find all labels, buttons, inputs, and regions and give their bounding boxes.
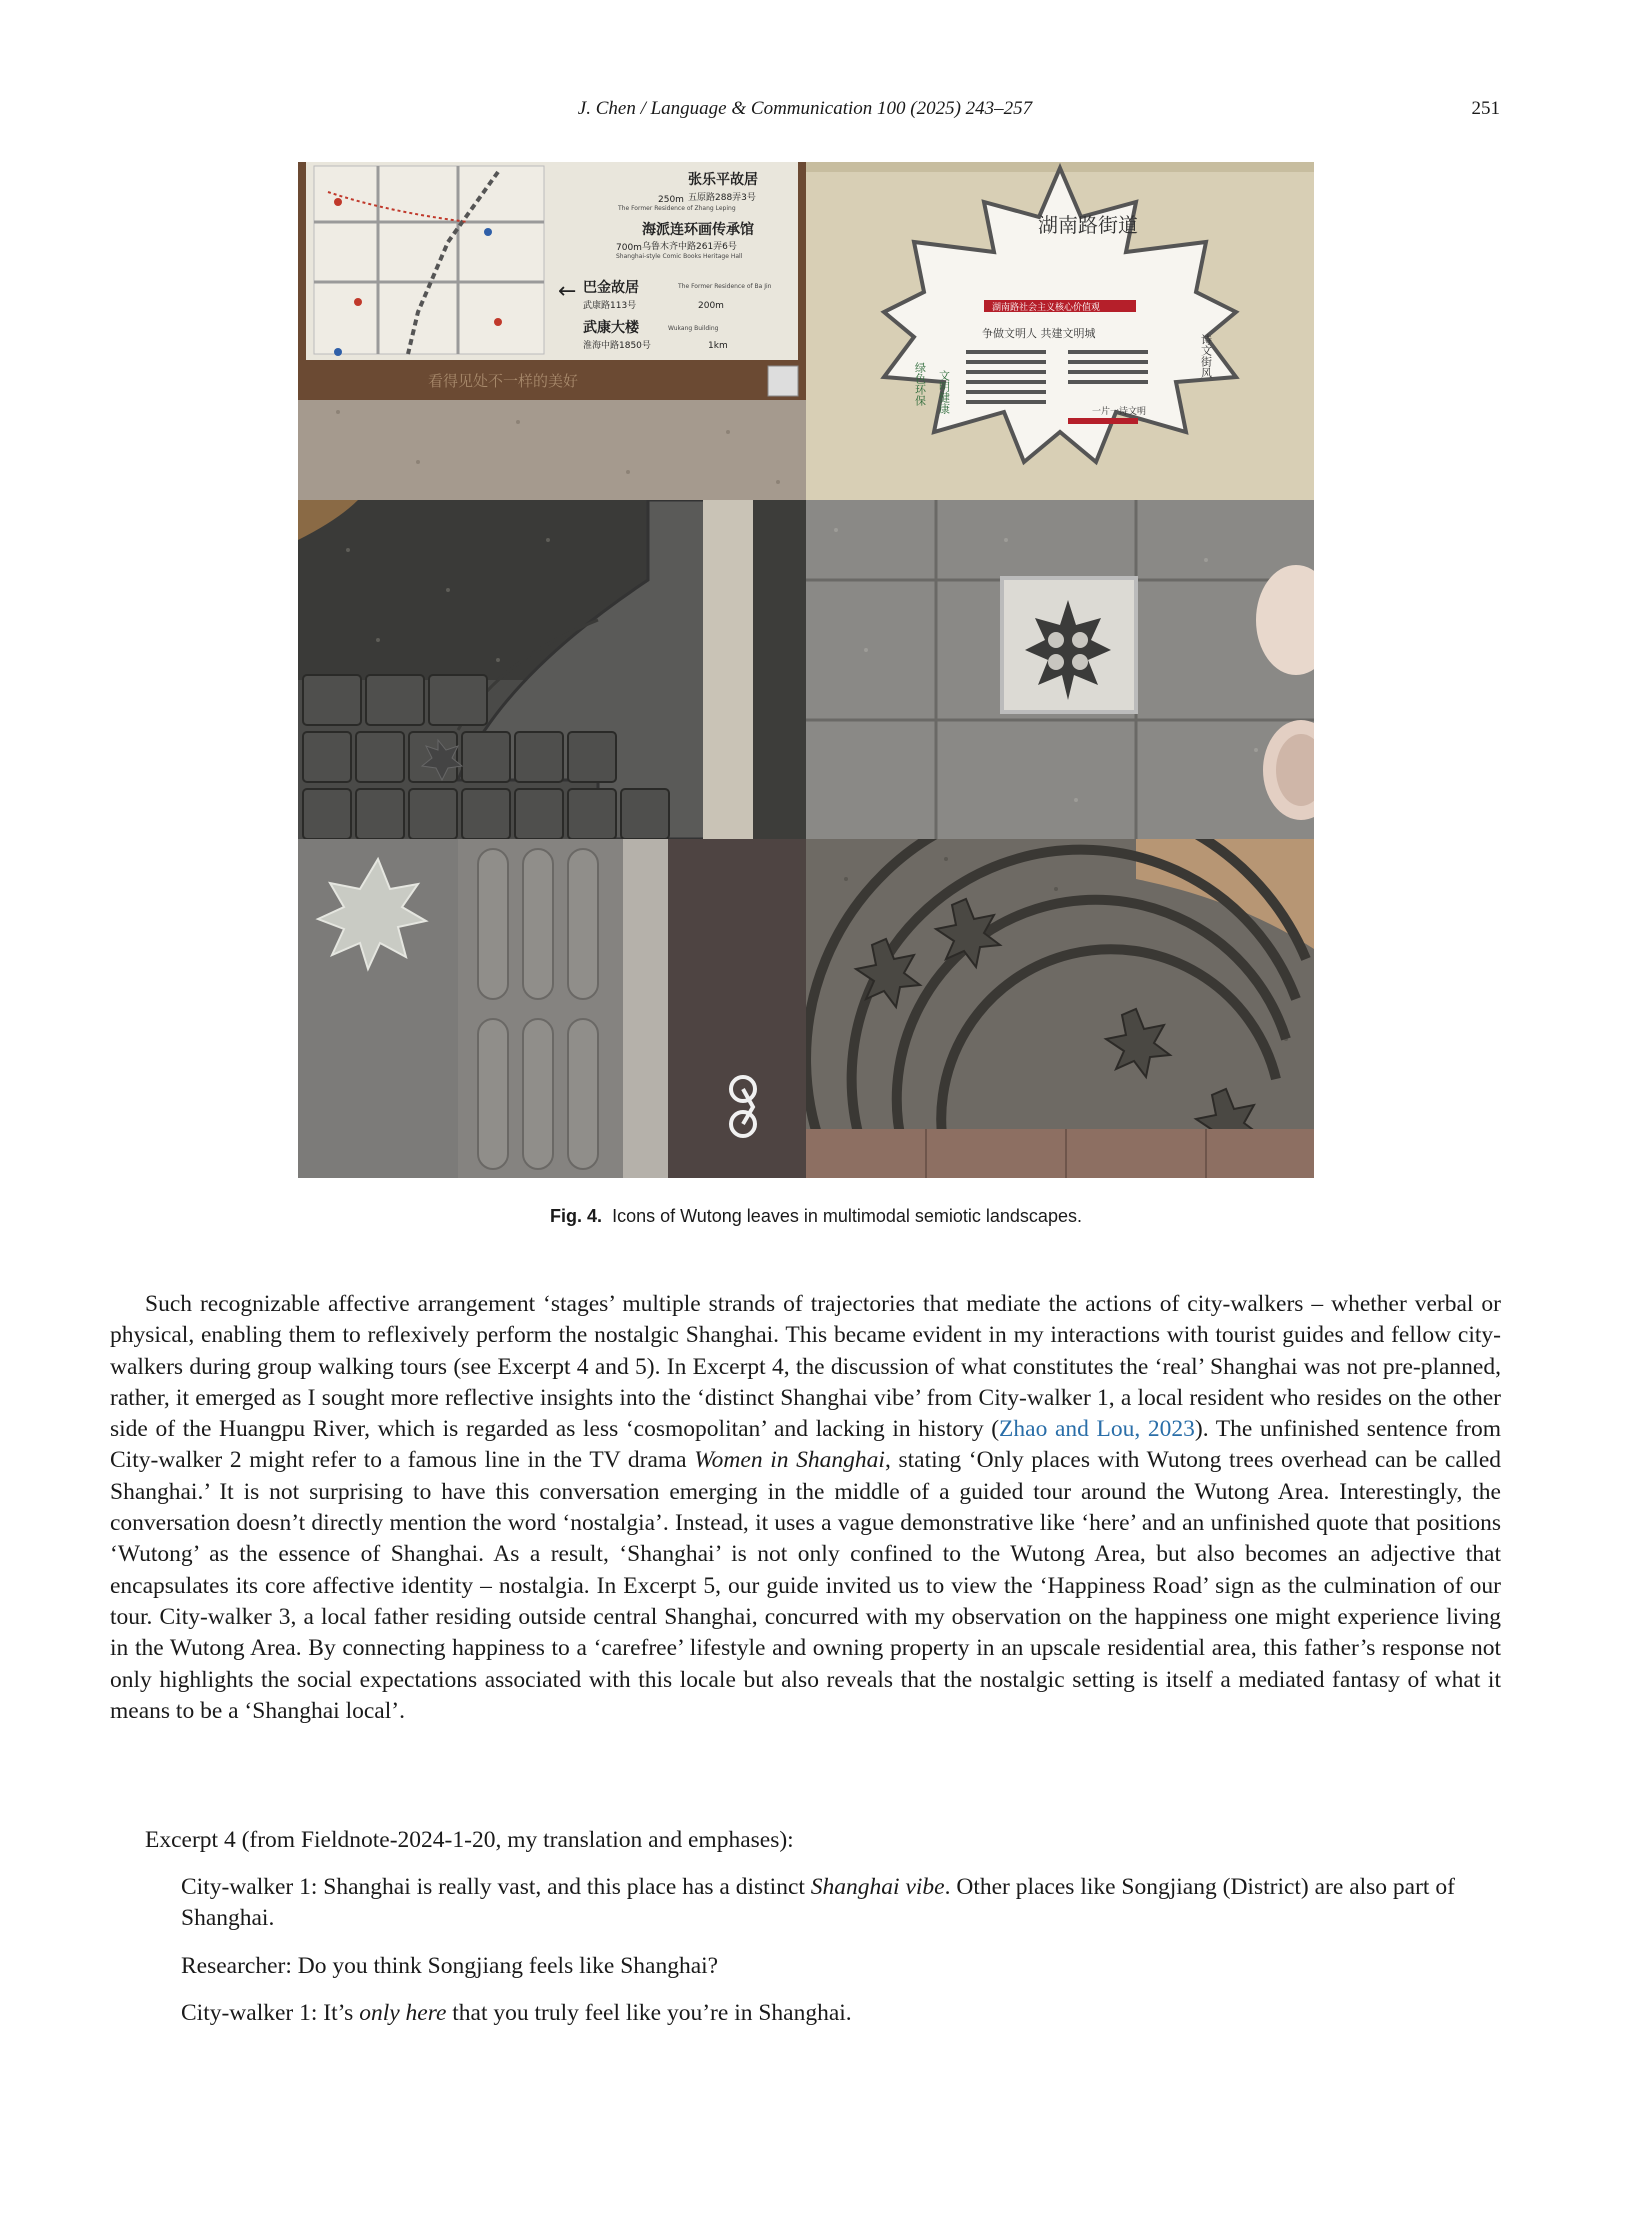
excerpt-line-3-a: City-walker 1: It’s [181,2000,360,2026]
excerpt-line-2: Researcher: Do you think Songjiang feels like Shanghai? [181,1953,719,1979]
excerpt-line-1-a: City-walker 1: Shanghai is really vast, and this place has a distinct [181,1874,811,1900]
svg-text:巴金故居: 巴金故居 [583,280,639,296]
leaf-plaque-illustration [806,500,1314,839]
svg-text:←: ← [558,279,577,304]
svg-text:1km: 1km [708,341,728,351]
svg-text:武康大楼: 武康大楼 [583,320,639,336]
svg-text:淮海中路1850号: 淮海中路1850号 [583,341,651,351]
citation-link[interactable]: Zhao and Lou, 2023 [999,1416,1195,1443]
photo-tree-grate-leaves [806,839,1314,1178]
svg-text:700m: 700m [616,243,642,253]
svg-text:争做文明人 共建文明城: 争做文明人 共建文明城 [982,327,1096,340]
svg-text:湖南路街道: 湖南路街道 [1038,213,1138,237]
photo-leaf-plaque-tile [806,500,1314,839]
svg-text:乌鲁木齐中路261弄6号: 乌鲁木齐中路261弄6号 [642,242,737,252]
drama-title: Women in Shanghai [694,1447,885,1474]
svg-text:绿色环保: 绿色环保 [913,362,927,406]
page-number: 251 [1471,98,1500,119]
running-header [110,98,1500,128]
svg-text:海派连环画传承馆: 海派连环画传承馆 [642,222,754,238]
tactile-paving-illustration [298,839,806,1178]
svg-text:看得见处不一样的美好: 看得见处不一样的美好 [428,372,579,390]
svg-text:The Former Residence of Zhang: The Former Residence of Zhang Leping [618,205,736,212]
excerpt-line-1-emph: Shanghai vibe [810,1874,945,1900]
photo-leaf-sign [806,162,1314,500]
figure-caption-text: Icons of Wutong leaves in multimodal semiotic landscapes. [612,1206,1082,1226]
svg-text:文明健康: 文明健康 [937,370,951,414]
svg-text:Wukang Building: Wukang Building [668,325,719,332]
paragraph-text-2: ). The unfinished sentence from City-walker 2 might refer to a famous line in the TV drama [110,1416,1501,1474]
excerpt-heading: Excerpt 4 (from Fieldnote-2024-1-20, my translation and emphases): [145,1827,794,1853]
svg-text:The Former Residence of Ba Jin: The Former Residence of Ba Jin [678,283,772,290]
photo-pavement-leaf-curb [298,500,806,839]
excerpt-line-3 [181,1998,1501,2029]
photo-map-sign [298,162,806,500]
figure-4-photo-grid [298,162,1314,1178]
figure-caption [0,1206,1632,1227]
excerpt-line-3-c: that you truly feel like you’re in Shanghai. [446,2000,852,2026]
leaf-sign-illustration [806,162,1314,500]
tree-grate-illustration [806,839,1314,1178]
svg-text:Shanghai-style Comic Books Her: Shanghai-style Comic Books Heritage Hall [616,253,743,260]
svg-text:诗文街风: 诗文街风 [1199,334,1213,378]
svg-text:武康路113号: 武康路113号 [583,301,637,311]
journal-citation: J. Chen / Language & Communication 100 (2025) 243–257 [577,98,1033,119]
photo-tactile-paving-leaf [298,839,806,1178]
svg-text:200m: 200m [698,301,724,311]
paragraph-text-1: Such recognizable affective arrangement ‘stages’ multiple strands of trajectories that mediate the actions of city-walkers – whether verbal or physical, enabling them to reflexively perform the nostalgic Shanghai. This became evident in my interactions with tourist guides and fellow city-walkers during group walking tours (see Excerpt 4 and 5). In Excerpt 4, the discussion of what constitutes the ‘real’ Shanghai was not pre-planned, rather, it emerged as I sought more reflective insights into the ‘distinct Shanghai vibe’ from City-walker 1, a local resident who resides on the other side of the Huangpu River, which is regarded as less ‘cosmopolitan’ and lacking in history ( [110,1291,1501,1443]
excerpt-line-1 [181,1872,1501,1934]
figure-label: Fig. 4. [550,1206,603,1226]
svg-text:五原路288弄3号: 五原路288弄3号 [688,193,756,203]
excerpt-line-3-emph: only here [359,2000,447,2026]
svg-text:一片一诗文明: 一片一诗文明 [1092,407,1147,417]
pavement-curb-illustration [298,500,806,839]
svg-text:湖南路社会主义核心价值观: 湖南路社会主义核心价值观 [992,303,1101,313]
paragraph-text-3: , stating ‘Only places with Wutong trees overhead can be called Shanghai.’ It is not surprising to have this conversation emerging in the middle of a guided tour around the Wutong Area. Interestingly, the conversation doesn’t directly mention the word ‘nostalgia’. Instead, it uses a vague demonstrative like ‘here’ and an unfinished quote that positions ‘Wutong’ as the essence of Shanghai. As a result, ‘Shanghai’ is not only confined to the Wutong Area, but also becomes an adjective that encapsulates its core affective identity – nostalgia. In Excerpt 5, our guide invited us to view the ‘Happiness Road’ sign as the culmination of our tour. City-walker 3, a local father residing outside central Shanghai, concurred with my observation on the happiness one might experience living in the Wutong Area. By connecting happiness to a ‘carefree’ lifestyle and owning property in an upscale residential area, this father’s response not only highlights the social expectations associated with this locale but also reveals that the nostalgic setting is itself a mediated fantasy of what it means to be a ‘Shanghai local’. [110,1447,1502,1724]
body-paragraph [110,1289,1501,1727]
svg-text:250m: 250m [658,195,684,205]
svg-text:张乐平故居: 张乐平故居 [688,172,758,188]
map-sign-illustration [298,162,806,500]
excerpt-line-1-c: . Other places like Songjiang (District) are also part of Shanghai. [181,1874,1455,1931]
